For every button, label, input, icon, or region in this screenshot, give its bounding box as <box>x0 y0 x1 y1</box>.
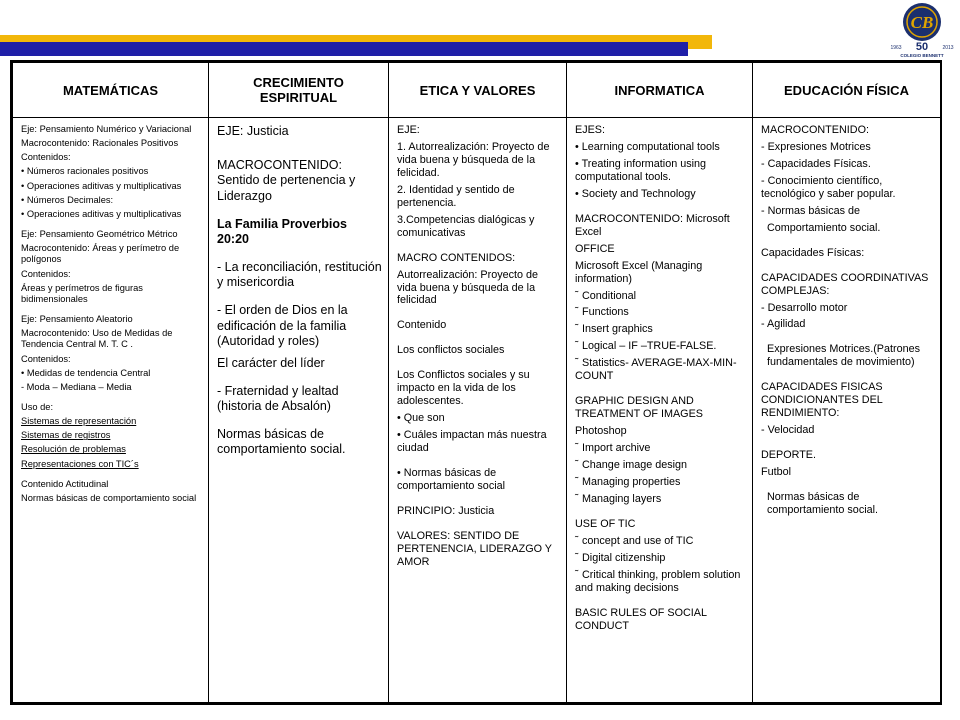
logo-year-end: 2013 <box>942 45 954 51</box>
list-item: Uso de: <box>21 401 54 412</box>
list-item <box>575 493 746 506</box>
list-item <box>575 442 746 455</box>
logo-name: COLEGIO BENNETT <box>900 53 944 58</box>
list-item-label: Managing layers <box>582 492 662 505</box>
cell-educacion <box>753 118 941 703</box>
list-item-label: Import archive <box>582 442 651 455</box>
curriculum-table <box>10 60 942 705</box>
list-item <box>575 290 746 303</box>
list-item: Expresiones Motrices.(Patrones fundamentales de movimiento) <box>767 343 921 369</box>
tilde-marker: ˜ <box>575 551 579 563</box>
tilde-marker: ˜ <box>575 340 579 352</box>
list-item: Eje: Pensamiento Geométrico Métrico <box>21 229 178 240</box>
list-item: • Medidas de tendencia Central <box>21 367 151 378</box>
list-item: • Learning computational tools <box>575 140 720 153</box>
list-item: • Operaciones aditivas y multiplicativas <box>21 180 182 191</box>
list-item: Los Conflictos sociales y su impacto en la vida de los adolescentes. <box>397 369 530 408</box>
header-blue-stripe <box>0 42 688 56</box>
list-item-label: Logical – IF –TRUE-FALSE. <box>582 340 717 353</box>
list-item: EJE: <box>397 124 420 136</box>
list-item: Eje: Pensamiento Numérico y Variacional <box>21 124 192 134</box>
list-item: MACROCONTENIDO: Microsoft Excel <box>575 212 730 238</box>
cell-informatica <box>567 118 753 703</box>
logo-letters: CB <box>910 13 934 32</box>
list-item: Photoshop <box>575 425 627 438</box>
list-item: • Operaciones aditivas y multiplicativas <box>21 208 182 219</box>
list-item-label: Statistics- AVERAGE-MAX-MIN-COUNT <box>575 357 737 383</box>
logo-year-start: 1963 <box>890 45 902 51</box>
tilde-marker: ˜ <box>575 357 579 369</box>
list-item <box>575 340 746 353</box>
list-item: 2. Identidad y sentido de pertenencia. <box>397 183 515 209</box>
list-item: - Expresiones Motrices <box>761 140 871 153</box>
list-item: Contenidos: <box>21 268 71 279</box>
list-item: • Treating information using computational tools. <box>575 157 707 183</box>
list-item: MACRO CONTENIDOS: <box>397 251 516 264</box>
list-item <box>575 459 746 472</box>
header-educacion: EDUCACIÓN FÍSICA <box>753 63 941 118</box>
tilde-marker: ˜ <box>575 289 579 301</box>
list-item: CAPACIDADES FISICAS CONDICIONANTES DEL RENDIMIENTO: <box>761 381 883 420</box>
list-item: Normas básicas de comportamiento social. <box>217 426 346 457</box>
tilde-marker: ˜ <box>575 323 579 335</box>
list-item <box>575 357 746 383</box>
list-item: GRAPHIC DESIGN AND TREATMENT OF IMAGES <box>575 395 703 421</box>
list-item: USE OF TIC <box>575 517 636 530</box>
list-item: Comportamiento social. <box>767 221 881 234</box>
list-item: Resolución de problemas <box>21 444 126 455</box>
cell-etica <box>389 118 567 703</box>
list-item: Futbol <box>761 466 792 479</box>
list-item: - Velocidad <box>761 424 815 437</box>
list-item: • Cuáles impactan más nuestra ciudad <box>397 429 547 455</box>
header-matematicas: MATEMÁTICAS <box>13 63 209 118</box>
list-item: - El orden de Dios en la edificación de la familia (Autoridad y roles) <box>217 303 348 349</box>
list-item: Autorrealización: Proyecto de vida buena y búsqueda de la felicidad <box>397 268 539 307</box>
list-item: • Que son <box>397 412 445 425</box>
list-item: - Conocimiento científico, tecnológico y saber popular. <box>761 174 896 200</box>
list-item: - Normas básicas de <box>761 204 861 217</box>
tilde-marker: ˜ <box>575 492 579 504</box>
list-item: Normas básicas de comportamiento social. <box>767 491 879 517</box>
list-item: • Números racionales positivos <box>21 166 149 177</box>
list-item: El carácter del líder <box>217 355 325 370</box>
list-item: - La reconciliación, restitución y misericordia <box>217 259 382 290</box>
list-item: PRINCIPIO: Justicia <box>397 504 495 517</box>
list-item: - Moda – Mediana – Media <box>21 381 132 392</box>
list-item: Sistemas de registros <box>21 430 111 441</box>
list-item: 1. Autorrealización: Proyecto de vida buena y búsqueda de la felicidad. <box>397 140 550 179</box>
tilde-marker: ˜ <box>575 459 579 471</box>
list-item: • Society and Technology <box>575 187 696 200</box>
list-item: La Familia Proverbios 20:20 <box>217 216 347 247</box>
list-item: Representaciones con TIC´s <box>21 458 139 469</box>
header-etica: ETICA Y VALORES <box>389 63 567 118</box>
list-item-label: Critical thinking, problem solution and making decisions <box>575 568 741 594</box>
list-item: 3.Competencias dialógicas y comunicativas <box>397 213 535 239</box>
list-item-label: Conditional <box>582 289 637 302</box>
list-item: Macrocontenido: Racionales Positivos <box>21 138 179 149</box>
list-item <box>575 535 746 548</box>
cell-matematicas <box>13 118 209 703</box>
list-item <box>575 476 746 489</box>
tilde-marker: ˜ <box>575 476 579 488</box>
cell-crecimiento <box>209 118 389 703</box>
list-item-label: Managing properties <box>582 476 681 489</box>
list-item: - Capacidades Físicas. <box>761 157 871 170</box>
list-item: • Números Decimales: <box>21 194 114 205</box>
list-item: DEPORTE. <box>761 449 816 462</box>
list-item: Contenidos: <box>21 353 71 364</box>
list-item: Los conflictos sociales <box>397 344 505 357</box>
list-item-label: Digital citizenship <box>582 551 666 564</box>
list-item: Normas básicas de comportamiento social <box>21 492 197 503</box>
list-item <box>575 306 746 319</box>
list-item <box>575 569 746 595</box>
logo-number: 50 <box>915 41 929 53</box>
list-item <box>575 552 746 565</box>
tilde-marker: ˜ <box>575 442 579 454</box>
list-item-label: Change image design <box>582 459 688 472</box>
list-item <box>575 323 746 336</box>
list-item: BASIC RULES OF SOCIAL CONDUCT <box>575 606 707 632</box>
list-item: Contenido Actitudinal <box>21 478 109 489</box>
list-item: Sistemas de representación <box>21 416 137 427</box>
list-item: MACROCONTENIDO: Sentido de pertenencia y Liderazgo <box>217 157 356 203</box>
table-header-row <box>13 63 941 118</box>
list-item: Contenidos: <box>21 152 71 163</box>
list-item: Eje: Pensamiento Aleatorio <box>21 314 133 325</box>
list-item: VALORES: SENTIDO DE PERTENENCIA, LIDERAZGO Y AMOR <box>397 529 552 568</box>
list-item: Microsoft Excel (Managing information) <box>575 259 703 285</box>
list-item: Contenido <box>397 319 447 332</box>
tilde-marker: ˜ <box>575 306 579 318</box>
header-informatica: INFORMATICA <box>567 63 753 118</box>
tilde-marker: ˜ <box>575 534 579 546</box>
list-item: Macrocontenido: Uso de Medidas de Tendencia Central M. T. C . <box>21 328 173 350</box>
list-item: Áreas y perímetros de figuras bidimensionales <box>21 282 143 304</box>
list-item: • Normas básicas de comportamiento social <box>397 467 506 493</box>
list-item: EJE: Justicia <box>217 124 289 138</box>
table-content-row <box>13 118 941 703</box>
list-item: - Fraternidad y lealtad (historia de Absalón) <box>217 383 339 414</box>
list-item-label: concept and use of TIC <box>582 534 694 547</box>
list-item: MACROCONTENIDO: <box>761 124 869 136</box>
list-item: Capacidades Físicas: <box>761 246 865 259</box>
list-item: OFFICE <box>575 242 615 255</box>
list-item: - Agilidad <box>761 318 806 331</box>
school-logo <box>884 0 960 60</box>
list-item: CAPACIDADES COORDINATIVAS COMPLEJAS: <box>761 271 929 297</box>
list-item-label: Functions <box>582 306 629 319</box>
tilde-marker: ˜ <box>575 568 579 580</box>
list-item-label: Insert graphics <box>582 323 653 336</box>
header-crecimiento: CRECIMIENTO ESPIRITUAL <box>209 63 389 118</box>
list-item: EJES: <box>575 124 606 136</box>
list-item: - Desarrollo motor <box>761 301 848 314</box>
list-item: Macrocontenido: Áreas y perímetro de polígonos <box>21 243 180 265</box>
